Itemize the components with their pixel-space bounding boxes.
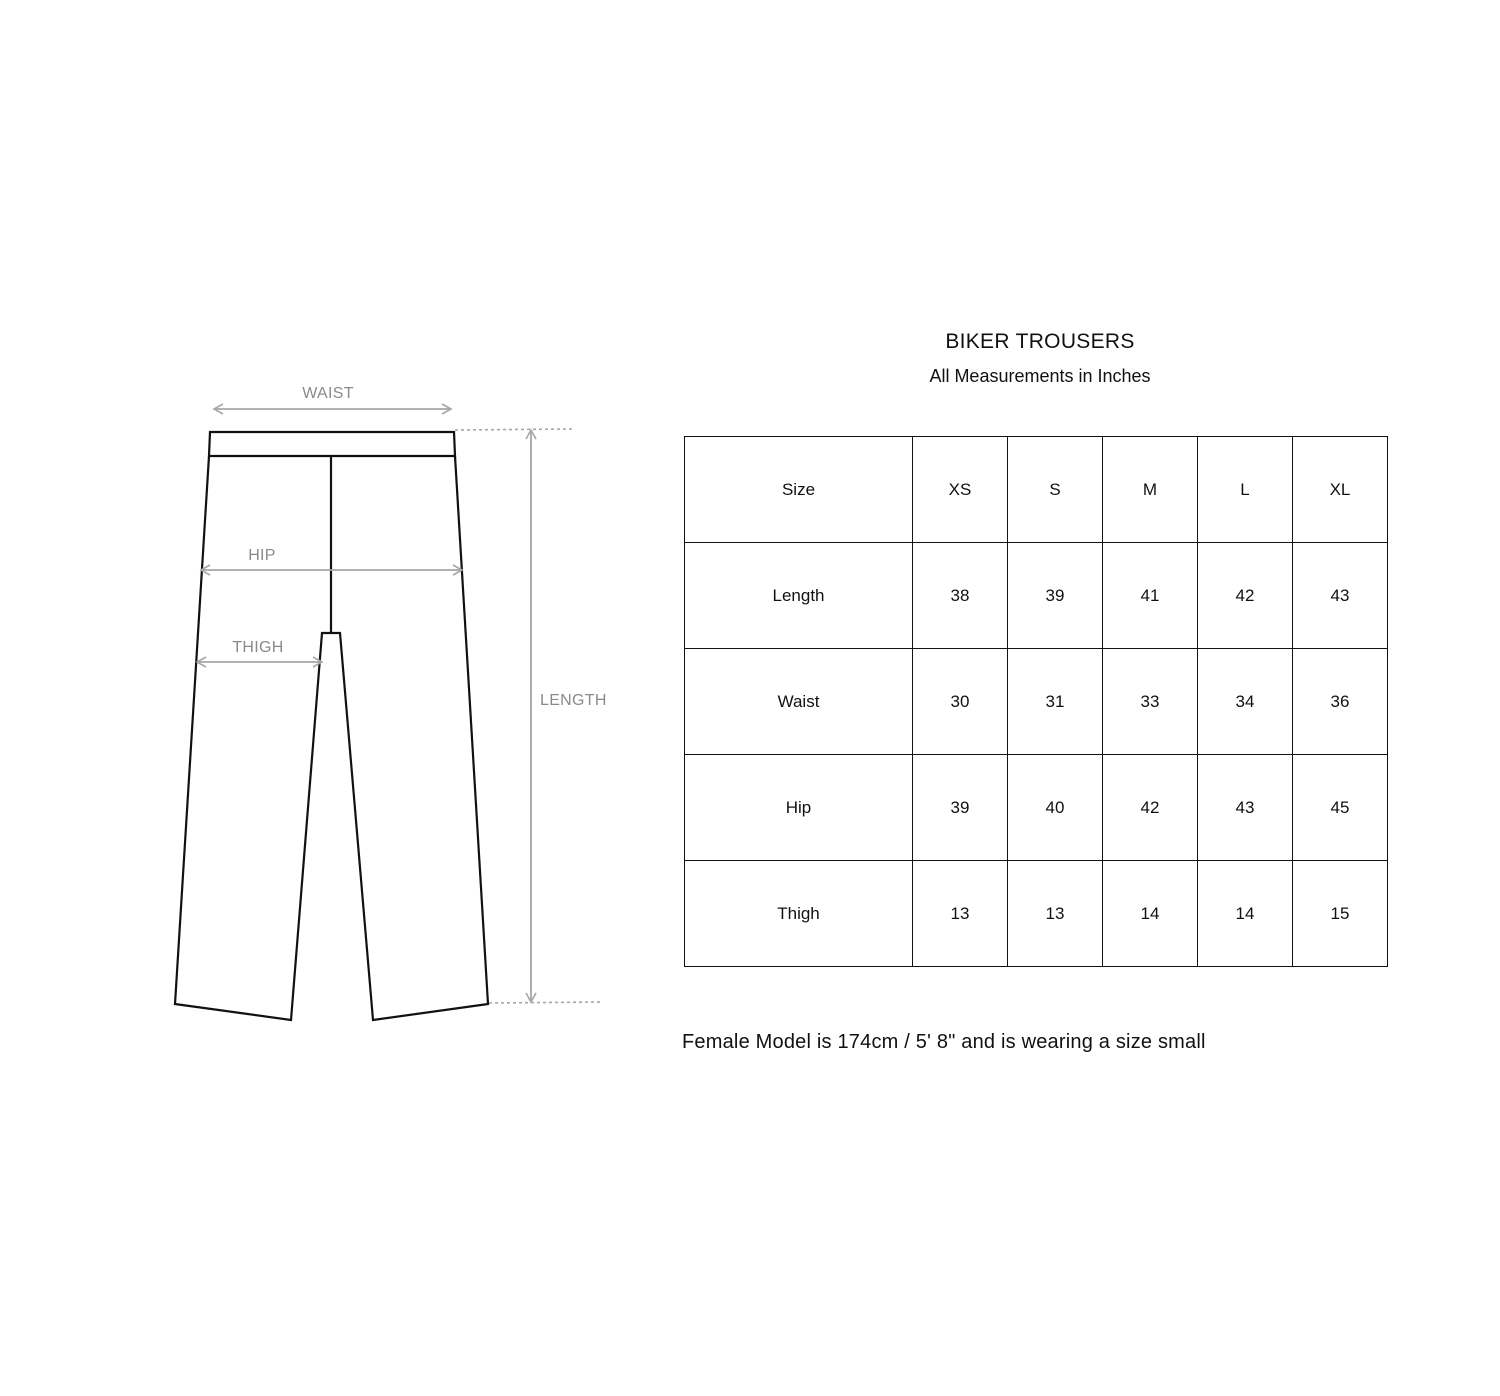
table-row bbox=[685, 649, 1388, 755]
length-label: LENGTH bbox=[540, 692, 607, 709]
header-size-label: Size bbox=[685, 437, 913, 543]
table-row bbox=[685, 861, 1388, 967]
table-cell: 39 bbox=[1008, 543, 1103, 649]
trousers-outline bbox=[175, 432, 488, 1020]
thigh-measure bbox=[197, 639, 322, 662]
waist-measure bbox=[214, 385, 451, 409]
table-row bbox=[685, 543, 1388, 649]
table-cell: 39 bbox=[913, 755, 1008, 861]
table-cell: 14 bbox=[1103, 861, 1198, 967]
table-cell: 15 bbox=[1293, 861, 1388, 967]
row-label: Thigh bbox=[685, 861, 913, 967]
table-cell: 40 bbox=[1008, 755, 1103, 861]
table-row bbox=[685, 755, 1388, 861]
header-size-l: L bbox=[1198, 437, 1293, 543]
table-cell: 13 bbox=[913, 861, 1008, 967]
thigh-label: THIGH bbox=[232, 639, 284, 656]
row-label: Hip bbox=[685, 755, 913, 861]
chart-subtitle: All Measurements in Inches bbox=[929, 366, 1151, 386]
table-cell: 13 bbox=[1008, 861, 1103, 967]
table-cell: 42 bbox=[1198, 543, 1293, 649]
header-size-xs: XS bbox=[913, 437, 1008, 543]
table-cell: 31 bbox=[1008, 649, 1103, 755]
row-label: Length bbox=[685, 543, 913, 649]
size-table bbox=[684, 436, 1388, 967]
table-cell: 14 bbox=[1198, 861, 1293, 967]
waistband bbox=[209, 432, 455, 456]
table-cell: 45 bbox=[1293, 755, 1388, 861]
table-cell: 36 bbox=[1293, 649, 1388, 755]
table-cell: 42 bbox=[1103, 755, 1198, 861]
header-size-m: M bbox=[1103, 437, 1198, 543]
table-cell: 33 bbox=[1103, 649, 1198, 755]
row-label: Waist bbox=[685, 649, 913, 755]
length-measure bbox=[455, 429, 607, 1003]
hip-label: HIP bbox=[248, 547, 276, 564]
header-size-xl: XL bbox=[1293, 437, 1388, 543]
table-cell: 38 bbox=[913, 543, 1008, 649]
table-cell: 43 bbox=[1293, 543, 1388, 649]
chart-title: BIKER TROUSERS bbox=[945, 330, 1135, 353]
table-cell: 30 bbox=[913, 649, 1008, 755]
table-cell: 34 bbox=[1198, 649, 1293, 755]
waist-label: WAIST bbox=[302, 385, 354, 402]
table-cell: 41 bbox=[1103, 543, 1198, 649]
model-footnote: Female Model is 174cm / 5' 8" and is wearing a size small bbox=[682, 1031, 1206, 1053]
header-size-s: S bbox=[1008, 437, 1103, 543]
table-header-row bbox=[685, 437, 1388, 543]
table-cell: 43 bbox=[1198, 755, 1293, 861]
